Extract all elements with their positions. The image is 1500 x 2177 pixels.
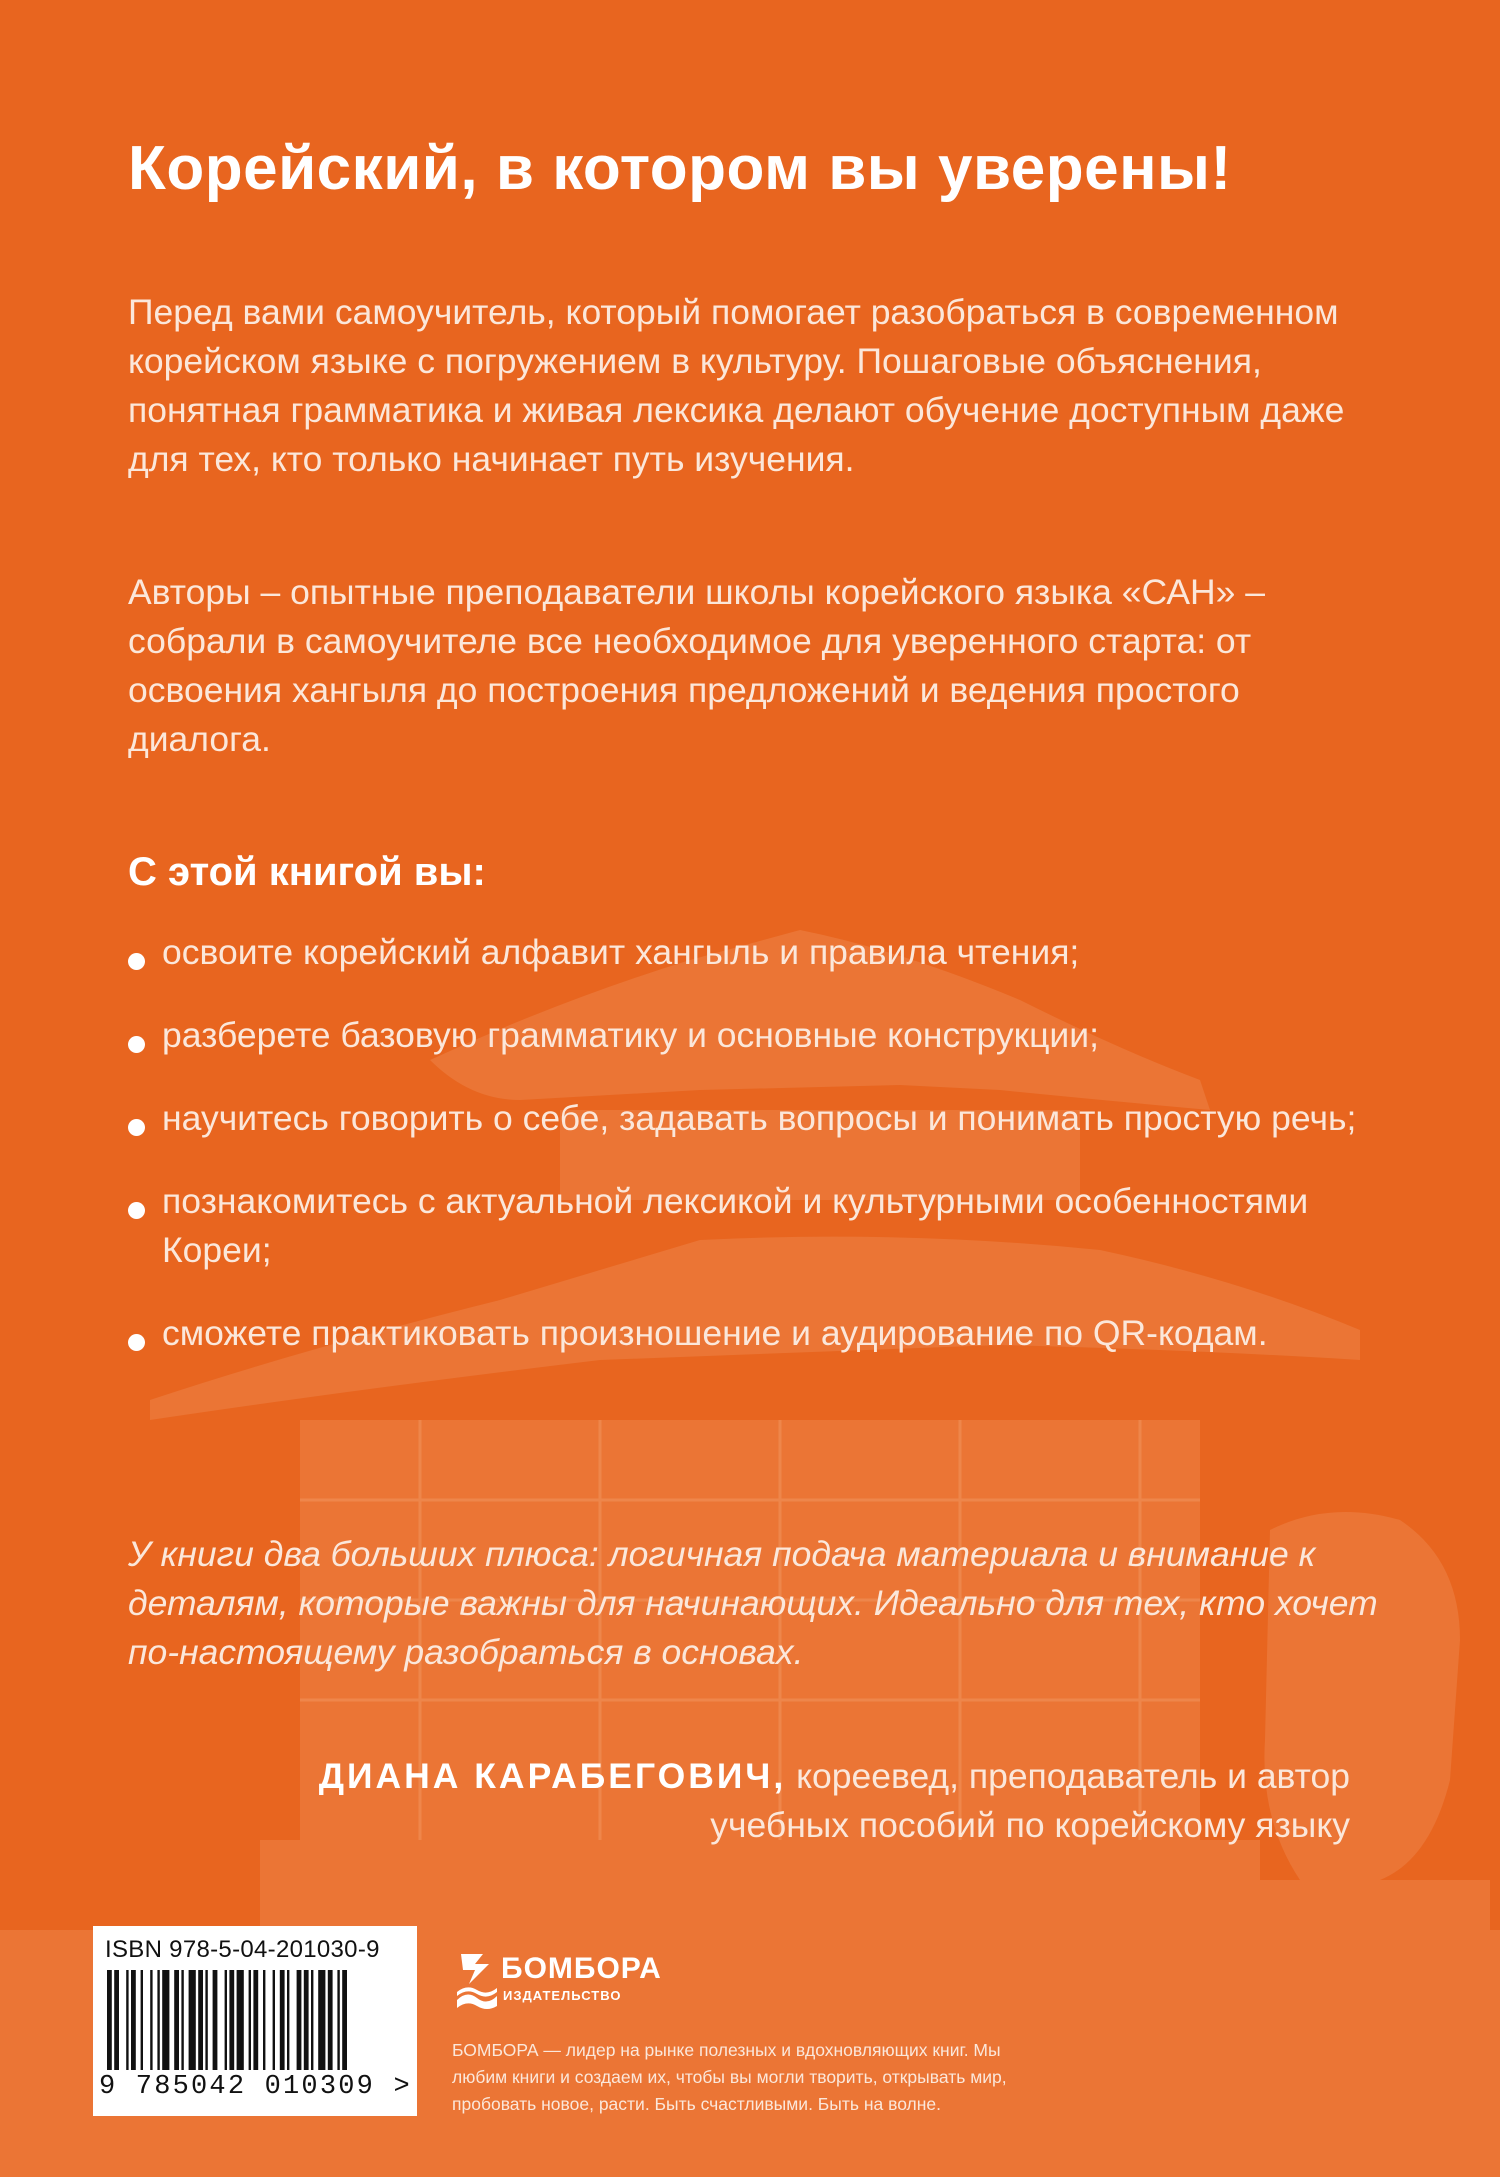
quote-author-title: кореевед, преподаватель и автор учебных пособий по корейскому языку (710, 1756, 1350, 1845)
isbn-barcode (93, 1926, 417, 2116)
barcode-digits: 9 785042 010309 > (99, 2072, 412, 2102)
publisher-name: БОМБОРА (501, 1952, 662, 1985)
bullet-icon (128, 1202, 145, 1219)
publisher-logo (455, 1950, 675, 2010)
benefit-item (128, 1309, 1398, 1358)
bullet-icon (128, 1119, 145, 1136)
benefits-list (128, 928, 1398, 1392)
benefit-text: научитесь говорить о себе, задавать вопросы и понимать простую речь; (162, 1098, 1357, 1138)
benefit-text: познакомитесь с актуальной лексикой и культурными особенностями Кореи; (162, 1181, 1309, 1270)
benefit-text: освоите корейский алфавит хангыль и правила чтения; (162, 932, 1080, 972)
publisher-subtitle: ИЗДАТЕЛЬСТВО (503, 1988, 622, 2003)
intro-paragraph: Перед вами самоучитель, который помогает разобраться в современном корейском языке с погружением в культуру. Пошаговые объяснения, понятная грамматика и живая лексика делают обучение доступным даже для тех, кто только начинает путь изучения. (128, 292, 1345, 479)
benefit-item (128, 1011, 1398, 1060)
benefit-item (128, 1177, 1398, 1275)
quote-author: ДИАНА КАРАБЕГОВИЧ, (318, 1756, 787, 1796)
isbn-number: ISBN 978-5-04-201030-9 (105, 1936, 380, 1963)
publisher-description: БОМБОРА — лидер на рынке полезных и вдохновляющих книг. Мы любим книги и создаем их, чтобы вы могли творить, открывать мир, пробовать новое, расти. Быть счастливыми. Быть на волне. (452, 2040, 1007, 2114)
benefit-text: разберете базовую грамматику и основные конструкции; (162, 1015, 1099, 1055)
intro-paragraph: Авторы – опытные преподаватели школы корейского языка «САН» – собрали в самоучителе все необходимое для уверенного старта: от освоения хангыля до построения предложений и ведения простого диалога. (128, 572, 1266, 759)
benefit-item (128, 1094, 1398, 1143)
review-quote: У книги два больших плюса: логичная подача материала и внимание к деталям, которые важны для начинающих. Идеально для тех, кто хочет по-настоящему разобраться в основах. (128, 1534, 1378, 1672)
barcode-bars (107, 1970, 403, 2070)
bullet-icon (128, 953, 145, 970)
bombora-wave-icon (455, 1950, 499, 2010)
benefits-heading: С этой книгой вы: (128, 850, 486, 894)
quote-attribution (250, 1752, 1350, 1850)
benefit-item (128, 928, 1398, 977)
bullet-icon (128, 1334, 145, 1351)
benefit-text: сможете практиковать произношение и аудирование по QR-кодам. (162, 1313, 1268, 1353)
bullet-icon (128, 1036, 145, 1053)
headline: Корейский, в котором вы уверены! (128, 134, 1232, 203)
